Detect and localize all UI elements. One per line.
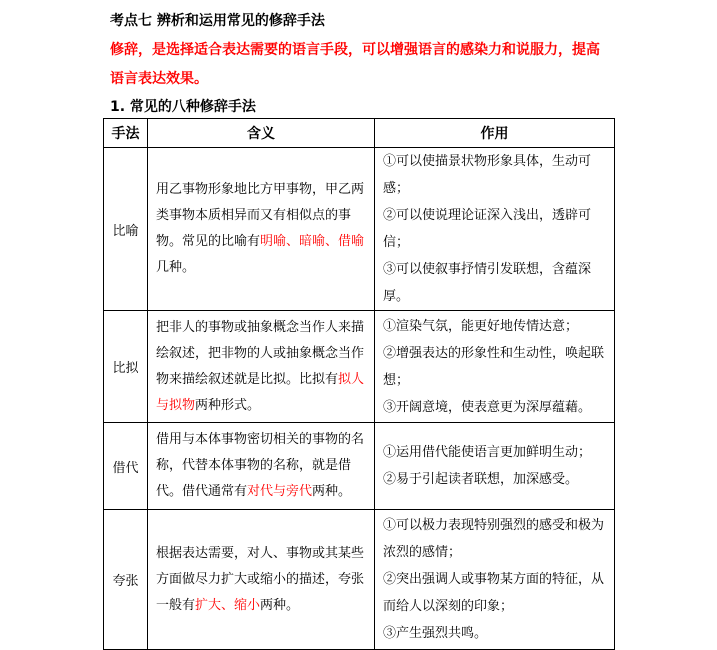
meaning-text: 根据表达需要，对人、事物或其某些方面做尽力扩大或缩小的描述，夸张一般有 [156, 545, 365, 613]
header-method: 手法 [104, 119, 148, 148]
row-effects [375, 148, 615, 311]
meaning-text-end: 两种。 [260, 597, 300, 613]
effect-item: ③可以使叙事抒情引发联想，含蕴深厚。 [383, 262, 592, 304]
header-effect: 作用 [375, 119, 615, 148]
effect-item: ①渲染气氛，能更好地传情达意； [383, 318, 579, 334]
row-meaning [148, 311, 375, 423]
header-meaning: 含义 [148, 119, 375, 148]
section-title: 考点七 辨析和运用常见的修辞手法 [110, 13, 325, 29]
effect-item: ①运用借代能使语言更加鲜明生动； [383, 445, 592, 460]
effect-item: ②易于引起读者联想，加深感受。 [383, 472, 579, 487]
table-row [104, 311, 615, 423]
meaning-text-end: 两种形式。 [195, 397, 261, 413]
meaning-text: 把非人的事物或抽象概念当作人来描绘叙述，把非物的人或抽象概念当作物来描绘叙述就是比拟。比拟有 [156, 319, 365, 387]
effect-item: ③产生强烈共鸣。 [383, 626, 488, 641]
highlight-text: 明喻、暗喻、借喻 [260, 234, 365, 249]
meaning-text-end: 几种。 [156, 260, 196, 275]
effect-item: ①可以使描景状物形象具体，生动可感； [383, 154, 592, 196]
intro-text: 修辞，是选择适合表达需要的语言手段，可以增强语言的感染力和说服力，提高语言表达效果。 [110, 42, 600, 87]
subheading: 1. 常见的八种修辞手法 [110, 99, 256, 115]
row-effects [375, 510, 615, 650]
row-meaning [148, 148, 375, 311]
table-header-row [104, 119, 615, 148]
row-effects [375, 423, 615, 510]
meaning-text: 借用与本体事物密切相关的事物的名称，代替本体事物的名称，就是借代。借代通常有 [156, 432, 365, 499]
row-name: 借代 [104, 423, 148, 510]
table-row [104, 423, 615, 510]
highlight-text: 拟人与拟物 [156, 371, 365, 413]
row-meaning [148, 423, 375, 510]
highlight-text: 对代与旁代 [247, 484, 313, 499]
effect-item: ①可以极力表现特别强烈的感受和极为浓烈的感情； [383, 518, 605, 560]
effect-item: ②突出强调人或事物某方面的特征，从而给人以深刻的印象； [383, 572, 605, 614]
effect-item: ②可以使说理论证深入浅出，透辟可信； [383, 208, 592, 250]
meaning-text-end: 两种。 [312, 484, 352, 499]
row-effects [375, 311, 615, 423]
row-name: 夸张 [104, 510, 148, 650]
meaning-text: 用乙事物形象地比方甲事物，甲乙两类事物本质相异而又有相似点的事物。常见的比喻有 [156, 182, 365, 249]
rhetoric-table [103, 118, 615, 650]
row-meaning [148, 510, 375, 650]
table-row [104, 510, 615, 650]
row-name: 比喻 [104, 148, 148, 311]
highlight-text: 扩大、缩小 [195, 597, 261, 613]
table-row [104, 148, 615, 311]
effect-item: ②增强表达的形象性和生动性，唤起联想； [383, 345, 605, 388]
effect-item: ③开阔意境，使表意更为深厚蕴藉。 [383, 399, 592, 415]
row-name: 比拟 [104, 311, 148, 423]
